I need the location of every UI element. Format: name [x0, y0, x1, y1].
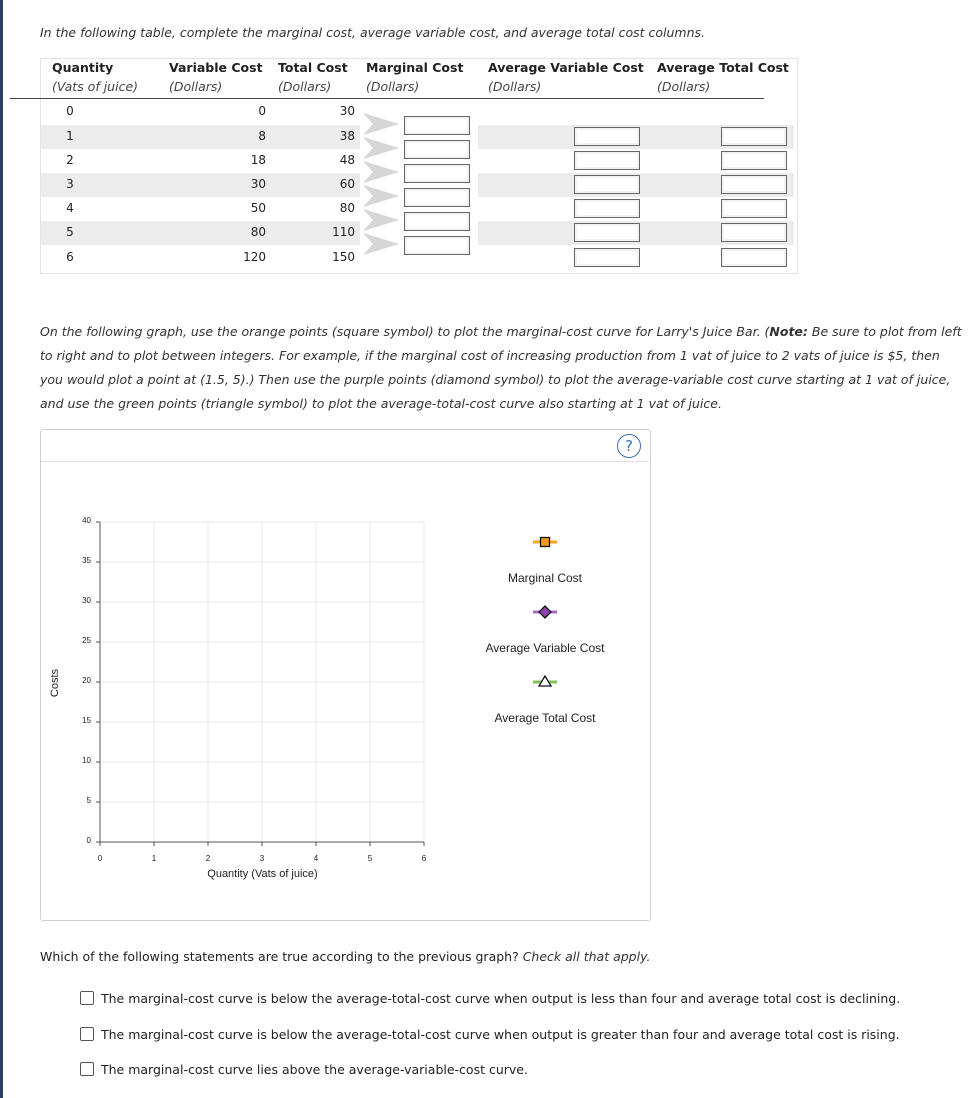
table-cell-quantity: 1 [66, 129, 74, 143]
graph-instructions: On the following graph, use the orange points (square symbol) to plot the marginal-cost curve for Larry's Juice Bar. (Note: Be sure to plot from left to right and to plot between integers. For example, if the marginal cost of increasing production from 1 vat of juice to 2 vats of juice is $5, then you would plot a point at (1.5, 5).) Then use the purple points (diamond symbol) to plot the average-variable cost curve starting at 1 vat of juice, and use the green points (triangle symbol) to plot the average-total-cost curve also starting at 1 vat of juice. [40, 324, 962, 411]
question-prompt: Which of the following statements are true according to the previous graph? Check all that apply. [40, 949, 651, 964]
y-axis-label: Costs [49, 668, 61, 698]
table-cell-variable-cost: 18 [250, 153, 266, 167]
y-tick-label: 25 [82, 636, 91, 645]
x-tick-label: 3 [259, 854, 265, 863]
table-cell-quantity: 2 [66, 153, 74, 167]
table-cell-total-cost: 38 [339, 129, 355, 143]
x-tick-label: 6 [421, 854, 427, 863]
checkbox[interactable] [80, 991, 94, 1005]
header-marginal-cost: Marginal Cost (Dollars) [366, 60, 464, 94]
header-total-cost: Total Cost (Dollars) [278, 60, 348, 94]
checkbox[interactable] [80, 1027, 94, 1041]
y-tick-label: 30 [82, 596, 91, 605]
table-cell-quantity: 6 [66, 250, 74, 264]
header-average-total-cost: Average Total Cost (Dollars) [657, 60, 789, 94]
header-quantity: Quantity (Vats of juice) [52, 60, 139, 94]
x-tick-label: 4 [313, 854, 319, 863]
table-cell-variable-cost: 80 [250, 225, 266, 239]
table-cell-total-cost: 110 [332, 225, 355, 239]
table-cell-variable-cost: 8 [258, 129, 266, 143]
table-cell-total-cost: 30 [339, 104, 355, 118]
table-cell-total-cost: 150 [332, 250, 355, 264]
answer-option[interactable]: The marginal-cost curve is below the average-total-cost curve when output is less than four and average total cost is declining. [80, 991, 900, 1006]
answer-option[interactable]: The marginal-cost curve is below the average-total-cost curve when output is greater than four and average total cost is rising. [80, 1027, 900, 1042]
table-cell-variable-cost: 30 [250, 177, 266, 191]
marginal-cost-square-icon[interactable] [541, 538, 550, 547]
y-tick-label: 10 [82, 756, 91, 765]
legend-label-average-variable-cost: Average Variable Cost [485, 641, 605, 655]
y-tick-label: 15 [82, 716, 91, 725]
table-cell-quantity: 0 [66, 104, 74, 118]
table-instructions: In the following table, complete the marginal cost, average variable cost, and average total cost columns. [40, 25, 706, 40]
checkbox[interactable] [80, 1062, 94, 1076]
table-cell-variable-cost: 0 [258, 104, 266, 118]
y-tick-label: 20 [82, 676, 91, 685]
table-cell-quantity: 5 [66, 225, 74, 239]
table-cell-total-cost: 80 [339, 201, 355, 215]
x-tick-label: 5 [367, 854, 373, 863]
average-variable-cost-diamond-icon[interactable] [539, 606, 551, 618]
y-tick-label: 5 [86, 796, 91, 805]
table-cell-variable-cost: 120 [243, 250, 266, 264]
header-variable-cost: Variable Cost (Dollars) [169, 60, 263, 94]
x-tick-label: 1 [151, 854, 157, 863]
help-icon[interactable]: ? [617, 434, 641, 458]
legend-label-average-total-cost: Average Total Cost [494, 711, 596, 725]
table-cell-variable-cost: 50 [250, 201, 266, 215]
table-cell-total-cost: 48 [339, 153, 355, 167]
table-cell-quantity: 4 [66, 201, 74, 215]
table-cell-quantity: 3 [66, 177, 74, 191]
header-average-variable-cost: Average Variable Cost (Dollars) [488, 60, 644, 94]
y-tick-label: 40 [82, 516, 91, 525]
answer-option[interactable]: The marginal-cost curve lies above the average-variable-cost curve. [80, 1062, 528, 1077]
y-tick-label: 0 [86, 836, 91, 845]
x-tick-label: 0 [97, 854, 103, 863]
y-tick-label: 35 [82, 556, 91, 565]
x-tick-label: 2 [205, 854, 211, 863]
legend-label-marginal-cost: Marginal Cost [507, 571, 583, 585]
x-axis-label: Quantity (Vats of juice) [207, 868, 318, 880]
table-cell-total-cost: 60 [339, 177, 355, 191]
